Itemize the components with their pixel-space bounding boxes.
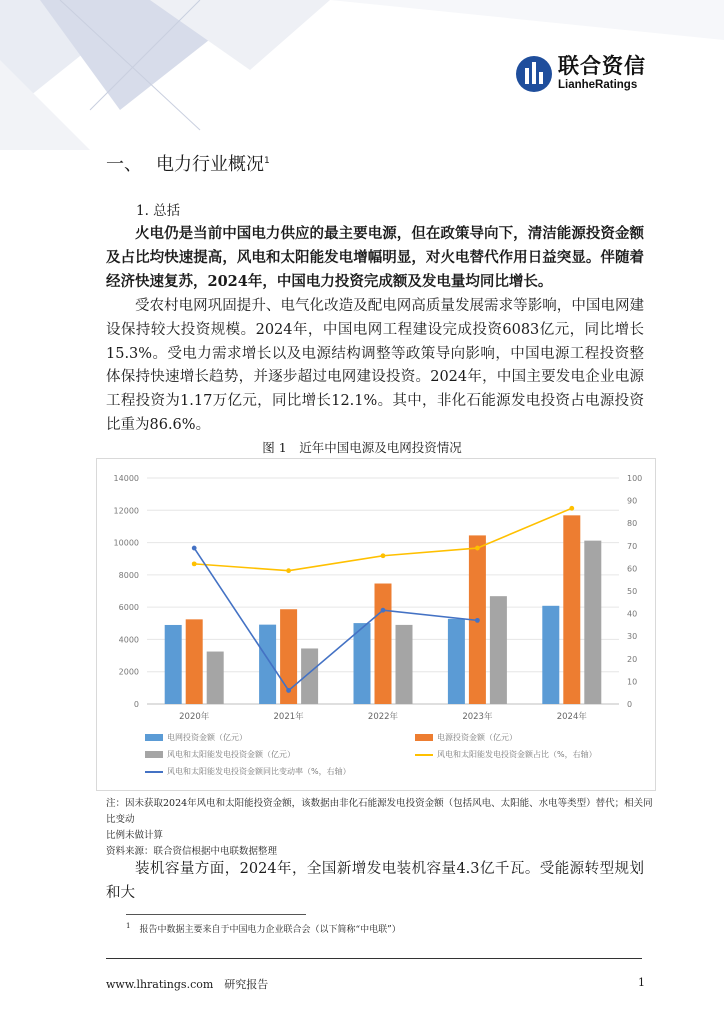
y-right-tick-label: 0 — [627, 700, 633, 709]
y-right-tick-label: 20 — [627, 654, 638, 664]
line-series-0 — [194, 508, 572, 570]
y-right-tick-label: 50 — [627, 587, 638, 596]
chart-container — [96, 458, 656, 791]
x-tick-label: 2024年 — [556, 712, 587, 722]
legend-item-power: 电源投资金额（亿元） — [415, 732, 517, 743]
chart-note: 注：因未获取2024年风电和太阳能投资金额，该数据由非化石能源发电投资金额（包括风电、太阳能、水电等类型）替代；相关同比变动 比例未做计算 资料来源：联合资信根据中电联数据整理 — [106, 796, 656, 860]
y-left-tick-label: 14000 — [113, 474, 139, 483]
bar-1 — [375, 584, 392, 704]
y-right-tick-label: 70 — [627, 541, 638, 551]
summary-paragraph: 火电仍是当前中国电力供应的最主要电源，但在政策导向下，清洁能源投资金额及占比均快速提高，风电和太阳能发电增幅明显，对火电替代作用日益突显。伴随着经济快速复苏，2024年，中国电力投资完成额及发电量均同比增长。 — [106, 225, 644, 290]
bar-2 — [584, 541, 601, 704]
y-right-tick-label: 10 — [627, 677, 638, 687]
x-tick-label: 2020年 — [179, 712, 210, 722]
line-point — [192, 546, 197, 551]
y-right-tick-label: 60 — [627, 564, 638, 574]
x-tick-label: 2021年 — [273, 712, 304, 722]
page-footer — [106, 976, 268, 992]
bar-0 — [448, 619, 465, 704]
line-point — [475, 546, 480, 551]
footnote: $^1$ 报告中数据主要来自于中国电力企业联合会（以下简称“中电联”） — [126, 922, 401, 935]
bar-0 — [259, 625, 276, 704]
footer-divider — [106, 958, 642, 959]
logo-chinese: 联合资信 — [558, 54, 646, 79]
logo-mark-icon — [516, 56, 552, 92]
line-series-1 — [194, 548, 477, 690]
y-left-tick-label: 4000 — [118, 635, 139, 645]
x-tick-label: 2023年 — [462, 712, 493, 722]
legend-item-growth: 风电和太阳能发电投资金额同比变动率（%，右轴） — [145, 766, 351, 777]
subsection-heading: 1. 总括 — [136, 203, 181, 219]
footer-website[interactable]: www.lhratings.com — [106, 978, 214, 991]
bar-0 — [165, 625, 182, 704]
page-number: 1 — [638, 976, 645, 989]
y-right-tick-label: 30 — [627, 632, 638, 642]
footer-label: 研究报告 — [224, 978, 269, 991]
legend-item-grid: 电网投资金额（亿元） — [145, 732, 247, 743]
data-source: 资料来源：联合资信根据中电联数据整理 — [106, 846, 278, 857]
body-paragraph-capacity: 装机容量方面，2024年，全国新增发电装机容量4.3亿千瓦。受能源转型规划和大 — [106, 861, 644, 901]
bar-2 — [301, 648, 318, 704]
y-left-tick-label: 8000 — [118, 570, 139, 580]
line-point — [381, 553, 386, 558]
bar-0 — [542, 606, 559, 704]
bar-0 — [354, 623, 371, 704]
y-left-tick-label: 6000 — [118, 603, 139, 613]
x-tick-label: 2022年 — [367, 712, 399, 722]
y-left-tick-label: 10000 — [113, 538, 139, 548]
bar-1 — [563, 515, 580, 704]
company-logo — [516, 56, 646, 92]
legend-item-renewable: 风电和太阳能发电投资金额（亿元） — [145, 749, 295, 760]
section-number: 一、 — [106, 154, 142, 175]
y-right-tick-label: 80 — [627, 519, 638, 529]
bar-2 — [207, 652, 224, 704]
y-right-tick-label: 40 — [627, 609, 638, 619]
bar-1 — [186, 619, 203, 704]
y-left-tick-label: 2000 — [118, 667, 139, 677]
footnote-divider — [126, 914, 306, 915]
y-left-tick-label: 12000 — [113, 506, 139, 516]
logo-english: LianheRatings — [558, 79, 638, 92]
section-title: 电力行业概况 — [156, 154, 264, 175]
legend-item-share: 风电和太阳能发电投资金额占比（%，右轴） — [415, 749, 597, 760]
figure-title: 图 1 近年中国电源及电网投资情况 — [262, 440, 462, 455]
line-point — [286, 688, 291, 693]
y-right-tick-label: 90 — [627, 496, 638, 506]
line-point — [286, 568, 291, 573]
line-point — [381, 608, 386, 613]
line-point — [475, 618, 480, 623]
bar-2 — [490, 596, 507, 704]
bar-2 — [396, 625, 413, 704]
line-point — [569, 506, 574, 511]
section-heading — [106, 150, 270, 176]
body-paragraph-investment: 受农村电网巩固提升、电气化改造及配电网高质量发展需求等影响，中国电网建设保持较大投资规模。2024年，中国电网工程建设完成投资6083亿元，同比增长15.3%。受电力需求增长以及电源结构调整等政策导向影响，中国电源工程投资整体保持快速增长趋势，并逐步超过电网建设投资。2024年，中国主要发电企业电源工程投资为1.17万亿元，同比增长12.1%。其中，非化石能源发电投资占电源投资比重为86.6%。 — [106, 298, 644, 433]
line-point — [192, 561, 197, 566]
y-left-tick-label: 0 — [133, 700, 139, 709]
y-right-tick-label: 100 — [627, 474, 643, 483]
footnote-ref: 1 — [264, 156, 270, 166]
